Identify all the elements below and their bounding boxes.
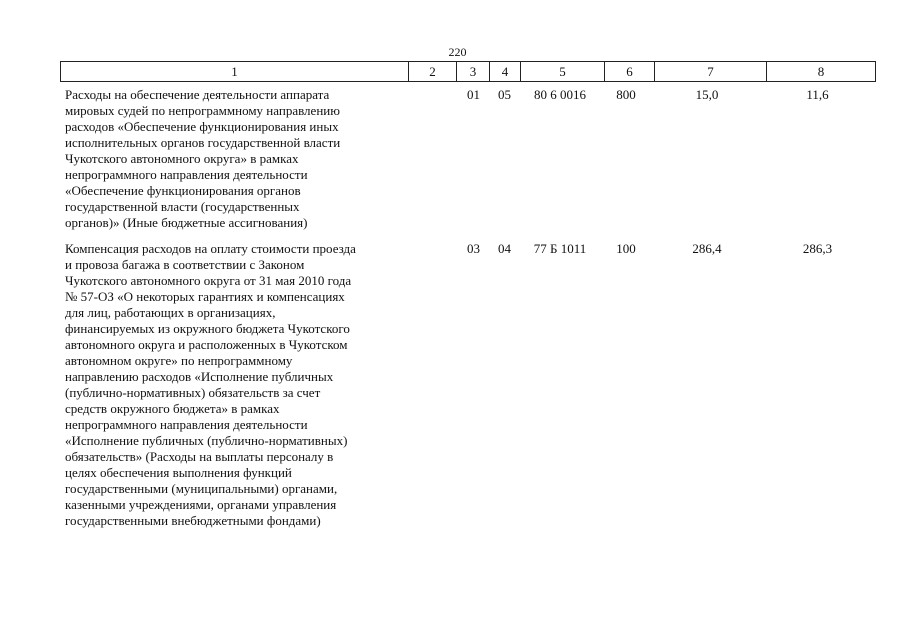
row-expense-type: 100 [616, 241, 636, 256]
header-col-7: 7 [655, 62, 767, 82]
header-col-8: 8 [767, 62, 876, 82]
row-value-col-8: 286,3 [802, 241, 833, 256]
row-description: Компенсация расходов на оплату стоимости проезда и провоза багажа в соответствии с Законом Чукотского автономного округа от 31 мая 2010 года № 57-ОЗ «О некоторых гарантиях и компенсациях для лиц, работающих в организациях, финансируемых из окружного бюджета Чукотского автономного округа и расположенных в Чукотском автономном округе» по непрограммному направлению расходов «Исполнение публичных (публично-нормативных) обязательств за счет средств окружного бюджета» в рамках непрограммного направления деятельности «Исполнение публичных (публично-нормативных) обязательств» (Расходы на выплаты персоналу в целях обеспечения выполнения функций государственными (муниципальными) органами, казенными учреждениями, органами управления государственными внебюджетными фондами) [65, 241, 356, 528]
header-col-1: 1 [61, 62, 409, 82]
row-subsection-code: 05 [498, 87, 511, 102]
header-col-5: 5 [521, 62, 605, 82]
header-col-3: 3 [457, 62, 490, 82]
row-subsection-code: 04 [498, 241, 511, 256]
row-value-col-7: 286,4 [692, 241, 722, 256]
row-section-code: 03 [467, 241, 480, 256]
row-value-col-7: 15,0 [695, 87, 719, 102]
column-header-row [60, 61, 876, 82]
header-col-2: 2 [409, 62, 457, 82]
row-section-code: 01 [467, 87, 480, 102]
header-col-6: 6 [605, 62, 655, 82]
header-col-4: 4 [490, 62, 521, 82]
row-target-article: 80 6 0016 [534, 87, 586, 102]
row-expense-type: 800 [616, 87, 636, 102]
row-value-col-8: 11,6 [806, 87, 829, 102]
page-number: 220 [448, 45, 467, 59]
row-target-article: 77 Б 1011 [533, 241, 587, 256]
row-description: Расходы на обеспечение деятельности аппарата мировых судей по непрограммному направлению расходов «Обеспечение функционирования иных исполнительных органов государственной власти Чукотского автономного округа» в рамках непрограммного направления деятельности «Обеспечение функционирования органов государственной власти (государственных органов)» (Иные бюджетные ассигнования) [65, 87, 341, 230]
